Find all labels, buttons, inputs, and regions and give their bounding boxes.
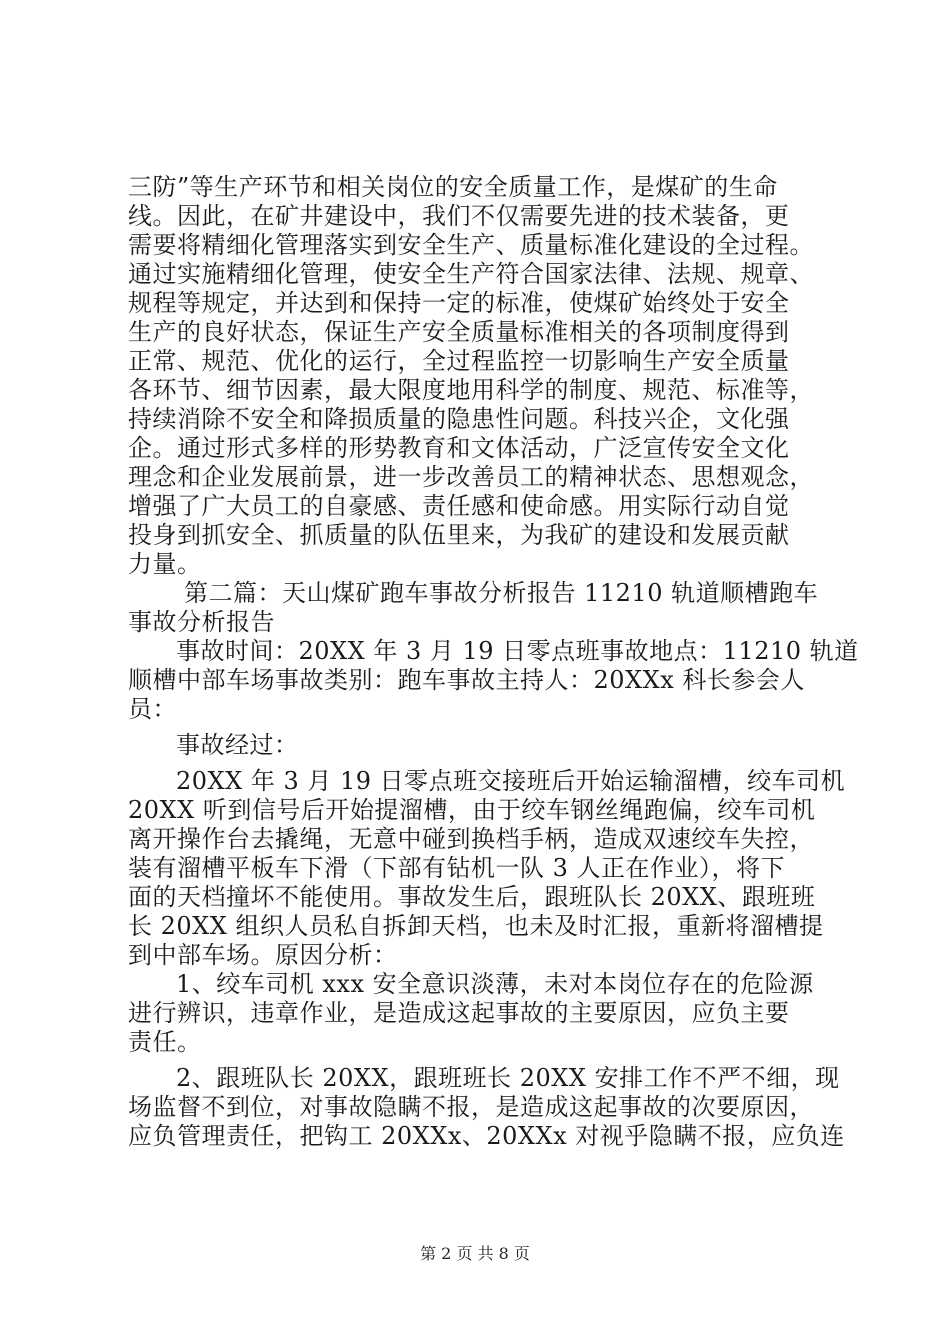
body-text-line: 各环节、细节因素，最大限度地用科学的制度、规范、标准等， (128, 376, 814, 404)
page-footer: 第 2 页 共 8 页 (420, 1244, 530, 1263)
body-text-line: 通过实施精细化管理，使安全生产符合国家法律、法规、规章、 (128, 260, 814, 288)
body-text-line: 离开操作台去撬绳，无意中碰到换档手柄，造成双速绞车失控， (128, 825, 814, 853)
body-text-line: 装有溜槽平板车下滑（下部有钻机一队 3 人正在作业），将下 (128, 854, 786, 882)
body-text-line: 2、跟班队长 20XX，跟班班长 20XX 安排工作不严不细，现 (176, 1064, 840, 1092)
section-heading: 第二篇：天山煤矿跑车事故分析报告 11210 轨道顺槽跑车 (184, 579, 819, 607)
body-text-line: 顺槽中部车场事故类别：跑车事故主持人：20XXx 科长参会人 (128, 666, 805, 694)
body-text-line: 持续消除不安全和降损质量的隐患性问题。科技兴企，文化强 (128, 405, 790, 433)
body-text-line: 责任。 (128, 1028, 202, 1056)
body-text-line: 到中部车场。原因分析： (128, 941, 398, 969)
body-text-line: 三防”等生产环节和相关岗位的安全质量工作，是煤矿的生命 (128, 173, 778, 201)
body-text-line: 正常、规范、优化的运行，全过程监控一切影响生产安全质量 (128, 347, 790, 375)
body-text-line: 长 20XX 组织人员私自拆卸天档，也未及时汇报，重新将溜槽提 (128, 912, 824, 940)
body-text-line: 企。通过形式多样的形势教育和文体活动，广泛宣传安全文化 (128, 434, 790, 462)
body-text-line: 进行辨识，违章作业，是造成这起事故的主要原因，应负主要 (128, 999, 790, 1027)
body-text-line: 员： (128, 695, 177, 723)
body-text-line: 事故经过： (176, 731, 299, 759)
body-text-line: 需要将精细化管理落实到安全生产、质量标准化建设的全过程。 (128, 231, 814, 259)
body-text-line: 1、绞车司机 xxx 安全意识淡薄，未对本岗位存在的危险源 (176, 970, 814, 998)
body-text-line: 事故时间：20XX 年 3 月 19 日零点班事故地点：11210 轨道 (176, 637, 859, 665)
body-text-line: 线。因此，在矿井建设中，我们不仅需要先进的技术装备，更 (128, 202, 790, 230)
body-text-line: 20XX 年 3 月 19 日零点班交接班后开始运输溜槽，绞车司机 (176, 767, 846, 795)
body-text-line: 场监督不到位，对事故隐瞒不报，是造成这起事故的次要原因， (128, 1093, 814, 1121)
body-text-line: 规程等规定，并达到和保持一定的标准，使煤矿始终处于安全 (128, 289, 790, 317)
body-text-line: 力量。 (128, 550, 202, 578)
body-text-line: 面的天档撞坏不能使用。事故发生后，跟班队长 20XX、跟班班 (128, 883, 816, 911)
body-text-line: 增强了广大员工的自豪感、责任感和使命感。用实际行动自觉 (128, 492, 790, 520)
body-text-line: 应负管理责任，把钩工 20XXx、20XXx 对视乎隐瞒不报，应负连 (128, 1122, 845, 1150)
body-text-line: 生产的良好状态，保证生产安全质量标准相关的各项制度得到 (128, 318, 790, 346)
section-heading-continued: 事故分析报告 (128, 608, 275, 636)
body-text-line: 20XX 听到信号后开始提溜槽，由于绞车钢丝绳跑偏，绞车司机 (128, 796, 816, 824)
body-text-line: 投身到抓安全、抓质量的队伍里来，为我矿的建设和发展贡献 (128, 521, 790, 549)
body-text-line: 理念和企业发展前景，进一步改善员工的精神状态、思想观念， (128, 463, 814, 491)
